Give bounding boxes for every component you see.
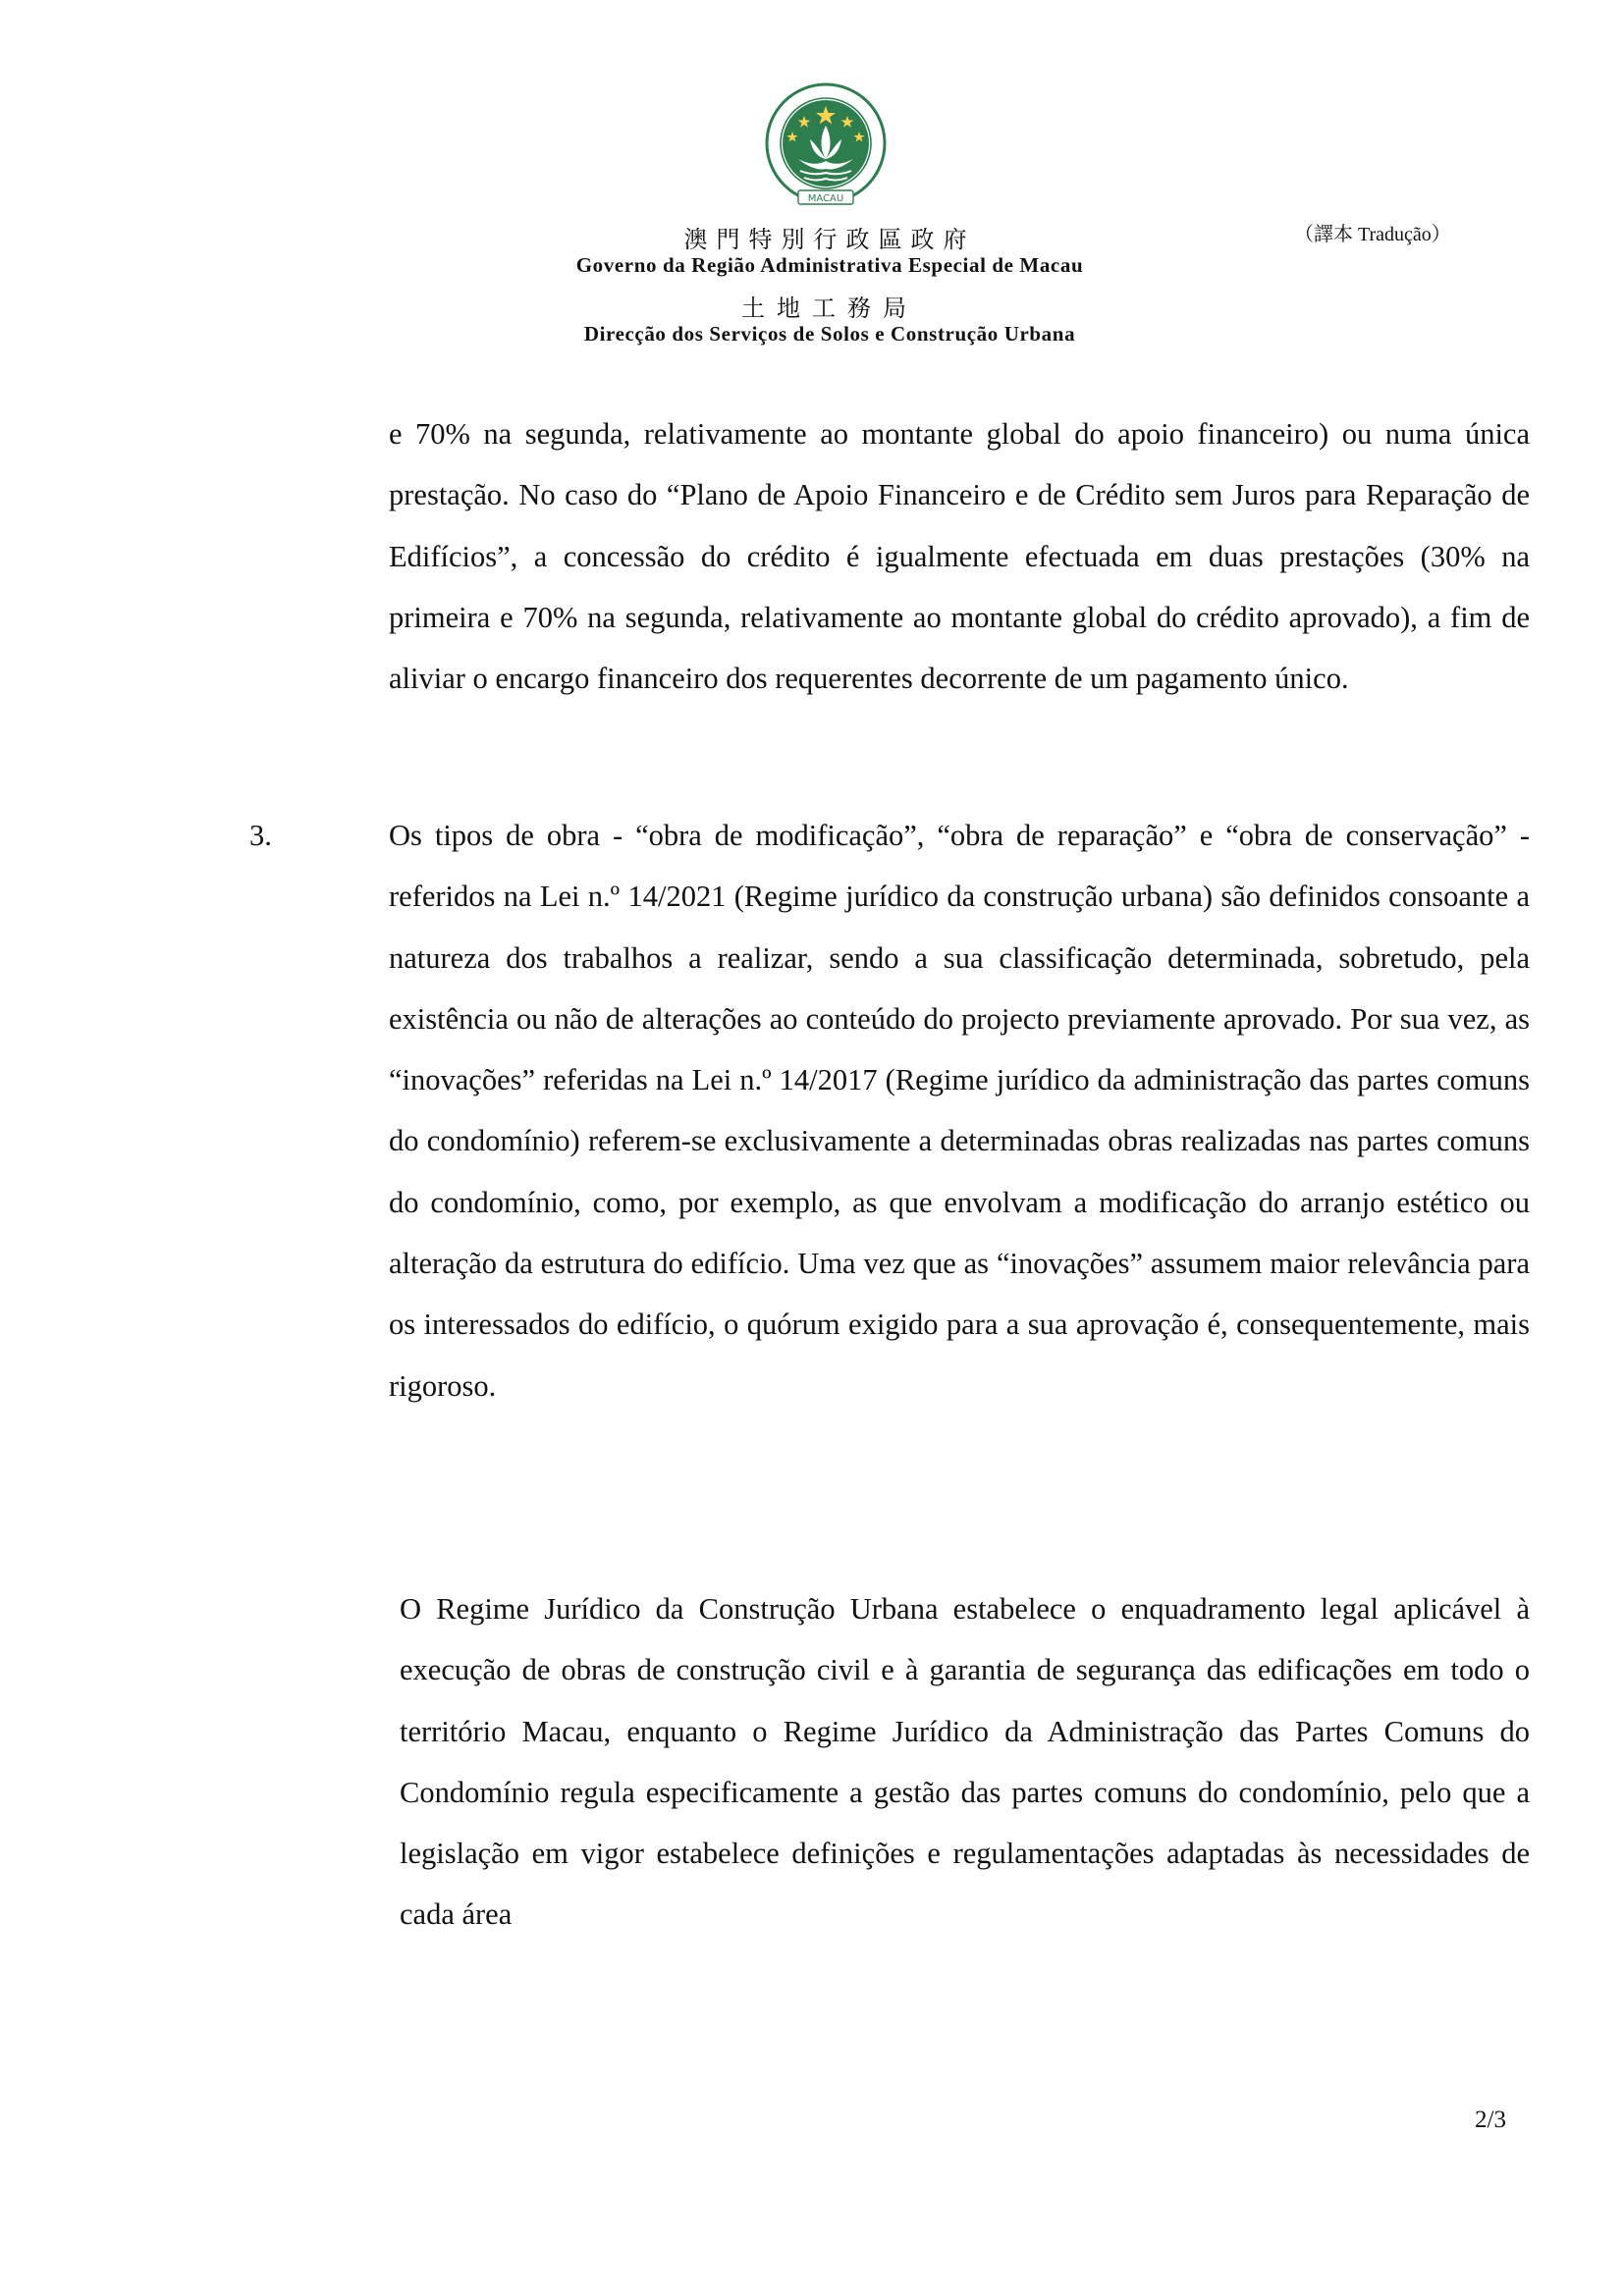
emblem-text: MACAU <box>807 193 844 204</box>
government-name-portuguese: Governo da Região Administrativa Especial de Macau <box>575 253 1084 277</box>
department-name-chinese: 土地工務局 <box>741 294 918 322</box>
list-item-number: 3. <box>249 819 272 852</box>
page-number: 2/3 <box>1475 2107 1506 2133</box>
paragraph-continuation: e 70% na segunda, relativamente ao montante global do apoio financeiro) ou numa única prestação. No caso do “Plano de Apoio Financeiro e de Crédito sem Juros para Reparação de Edifícios”, a concessão do crédito é igualmente efectuada em duas prestações (30% na primeira e 70% na segunda, relativamente ao montante global do crédito aprovado), a fim de aliviar o encargo financeiro dos requerentes decorrente de um pagamento único. <box>389 417 1530 696</box>
letterhead <box>0 0 1624 373</box>
translation-label: （譯本 Tradução） <box>1294 224 1451 245</box>
government-name-chinese: 澳門特別行政區政府 <box>683 226 976 253</box>
department-name-portuguese: Direcção dos Serviços de Solos e Construção Urbana <box>583 322 1076 346</box>
macau-sar-emblem-icon <box>763 82 889 212</box>
list-item-3-text: Os tipos de obra - “obra de modificação”, “obra de reparação” e “obra de conservação” - referidos na Lei n.º 14/2021 (Regime jurídico da construção urbana) são definidos consoante a natureza dos trabalhos a realizar, sendo a sua classificação determinada, sobretudo, pela existência ou não de alterações ao conteúdo do projecto previamente aprovado. Por sua vez, as “inovações” referidas na Lei n.º 14/2017 (Regime jurídico da administração das partes comuns do condomínio) referem-se exclusivamente a determinadas obras realizadas nas partes comuns do condomínio, como, por exemplo, as que envolvam a modificação do arranjo estético ou alteração da estrutura do edifício. Uma vez que as “inovações” assumem maior relevância para os interessados do edifício, o quórum exigido para a sua aprovação é, consequentemente, mais rigoroso. <box>389 819 1530 1403</box>
paragraph-legal-framework: O Regime Jurídico da Construção Urbana estabelece o enquadramento legal aplicável à execução de obras de construção civil e à garantia de segurança das edificações em todo o território Macau, enquanto o Regime Jurídico da Administração das Partes Comuns do Condomínio regula especificamente a gestão das partes comuns do condomínio, pelo que a legislação em vigor estabelece definições e regulamentações adaptadas às necessidades de cada área <box>400 1592 1530 1932</box>
